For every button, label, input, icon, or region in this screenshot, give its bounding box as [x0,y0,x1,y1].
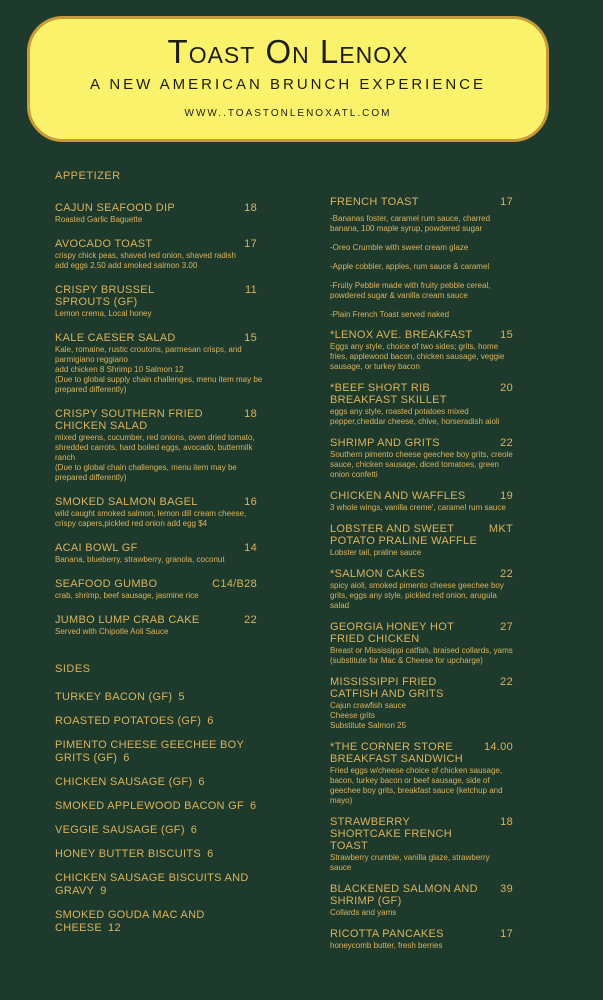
french-toast-option: -Plain French Toast served naked [330,310,450,319]
side-price: 6 [207,848,214,860]
item-description: eggs any style, roasted potatoes mixed pepper,cheddar cheese, chive, horseradish aioli [330,407,500,426]
french-toast-option: -Fruity Pebble made with fruity pebble cereal, powdered sugar & vanilla cream sauce [330,281,491,300]
item-description: Lemon crema, Local honey [55,309,152,318]
item-name: CRISPY SOUTHERN FRIED CHICKEN SALAD [55,408,203,432]
item-description: Banana, blueberry, strawberry, granola, coconut [55,555,225,564]
menu-item-shrimp-and-grits [330,437,513,480]
item-description: Southern pimento cheese geechee boy grits, creole sauce, chicken sausage, diced tomatoes, green onion confetti [330,450,513,479]
french-toast-option: -Bananas foster, caramel rum sauce, charred banana, 100 maple syrup, powdered sugar [330,214,491,233]
menu-item-ricotta-pancakes [330,928,513,951]
menu-item-georgia-honey-hot-fried-chicken [330,621,513,666]
side-price: 6 [123,752,130,764]
side-item-veggie-sausage-gf [55,824,260,837]
menu-item-jumbo-lump-crab-cake [55,614,280,637]
right-column [330,196,513,961]
item-price: 14.00 [483,741,513,753]
side-name: CHICKEN SAUSAGE (GF) [55,776,193,788]
item-description: Collards and yams [330,908,397,917]
item-price: 22 [500,568,513,580]
item-name: STRAWBERRY SHORTCAKE FRENCH TOAST [330,816,452,852]
left-column [55,170,280,946]
item-name: SEAFOOD GUMBO [55,578,158,590]
side-item-smoked-applewood-bacon-gf [55,800,260,813]
item-price: 15 [500,329,513,341]
side-item-pimento-cheese-geechee-boy-grits-gf [55,739,260,765]
item-price: 17 [500,196,513,208]
item-name: CAJUN SEAFOOD DIP [55,202,176,214]
side-name: SMOKED APPLEWOOD BACON GF [55,800,245,812]
menu-item-crispy-southern-fried-chicken-salad [55,408,280,483]
menu-item-acai-bowl-gf [55,542,280,565]
item-description: spicy aioli, smoked pimento cheese geechee boy grits, eggs any style, pickled red onion, arugula salad [330,581,504,610]
item-name: GEORGIA HONEY HOT FRIED CHICKEN [330,621,454,645]
website-url[interactable]: WWW..TOASTONLENOXATL.COM [184,108,392,119]
side-item-roasted-potatoes-gf [55,715,260,728]
side-price: 5 [178,691,185,703]
menu-item-lenox-ave-breakfast [330,329,513,372]
item-name: MISSISSIPPI FRIED CATFISH AND GRITS [330,676,444,700]
side-name: HONEY BUTTER BISCUITS [55,848,202,860]
side-price: 6 [207,715,214,727]
item-price: 18 [500,816,513,828]
side-price: 6 [198,776,205,788]
menu-item-cajun-seafood-dip [55,202,280,225]
item-name: SHRIMP AND GRITS [330,437,440,449]
item-name: ACAI BOWL GF [55,542,138,554]
item-price: 14 [244,542,257,554]
menu-item-french-toast [330,196,513,208]
menu-item-smoked-salmon-bagel [55,496,280,529]
sides-list [55,691,280,935]
item-description: crab, shrimp, beef sausage, jasmine rice [55,591,199,600]
item-description: Eggs any style, choice of two sides; grits, home fries, applewood bacon, chicken sausage, veggie sausage, or turkey bacon [330,342,505,371]
item-description: Breast or Mississippi catfish, braised collards, yams (substitute for Mac & Cheese for upcharge) [330,646,513,665]
sides-section [55,663,280,935]
item-price: 20 [500,382,513,394]
menu-item-mississippi-fried-catfish-and-grits [330,676,513,731]
item-price: 22 [244,614,257,626]
item-name: *THE CORNER STORE BREAKFAST SANDWICH [330,741,463,765]
item-name: CRISPY BRUSSEL SPROUTS (GF) [55,284,154,308]
french-toast-option: -Apple cobbler, apples, rum sauce & caramel [330,262,490,271]
item-name: SMOKED SALMON BAGEL [55,496,198,508]
header-banner [27,16,549,142]
side-price: 12 [108,922,121,934]
side-name: PIMENTO CHEESE GEECHEE BOY GRITS (GF) [55,739,244,764]
menu-item-chicken-and-waffles [330,490,513,513]
menu-item-strawberry-shortcake-french-toast [330,816,513,873]
item-description: Fried eggs w/cheese choice of chicken sausage, bacon, turkey bacon or beef sausage, side of geechee boy grits, breakfast sauce (ketchup and mayo) [330,766,503,805]
french-toast-option: -Oreo Crumble with sweet cream glaze [330,243,469,252]
appetizer-list [55,202,280,637]
menu-item-blackened-salmon-and-shrimp-gf [330,883,513,918]
item-description: Served with Chipotle Aoli Sauce [55,627,169,636]
side-name: CHICKEN SAUSAGE BISCUITS AND GRAVY [55,872,249,897]
item-price: 39 [500,883,513,895]
item-name: JUMBO LUMP CRAB CAKE [55,614,200,626]
item-name: AVOCADO TOAST [55,238,153,250]
item-description: Roasted Garlic Baguette [55,215,143,224]
item-description: Cajun crawfish sauce Cheese grits Substitute Salmon 25 [330,701,407,730]
item-description: crispy chick peas, shaved red onion, shaved radish add eggs 2.50 add smoked salmon 3.00 [55,251,236,270]
item-price: C14/B28 [212,578,257,590]
menu-item-kale-caeser-salad [55,332,280,395]
item-name: BLACKENED SALMON AND SHRIMP (GF) [330,883,478,907]
sides-heading: SIDES [55,663,91,675]
item-price: 18 [244,408,257,420]
item-description: Lobster tail, praline sauce [330,548,422,557]
side-price: 6 [250,800,257,812]
appetizer-heading: APPETIZER [55,170,121,182]
item-description: mixed greens, cucumber, red onions, oven dried tomato, shredded carrots, hard boiled eggs, avocado, buttermilk ranch (Due to global chain challenges, menu item may be prepared differently) [55,433,255,482]
menu-item-beef-short-rib-breakfast-skillet [330,382,513,427]
item-price: 22 [500,437,513,449]
item-price: 22 [500,676,513,688]
french-toast-options [330,214,513,320]
item-name: *BEEF SHORT RIB BREAKFAST SKILLET [330,382,447,406]
item-description: Kale, romaine, rustic croutons, parmesan crisps, and parmigiano reggiano add chicken 8 Shrimp 10 Salmon 12 (Due to global supply chain challenges, menu item may be prepared differently) [55,345,263,394]
item-name: LOBSTER AND SWEET POTATO PRALINE WAFFLE [330,523,478,547]
side-item-smoked-gouda-mac-and-cheese [55,909,260,935]
side-item-turkey-bacon-gf [55,691,260,704]
item-price: 17 [244,238,257,250]
side-item-chicken-sausage-gf [55,776,260,789]
side-name: TURKEY BACON (GF) [55,691,173,703]
restaurant-subtitle: A NEW AMERICAN BRUNCH EXPERIENCE [89,76,487,93]
item-description: Strawberry crumble, vanilla glaze, strawberry sauce [330,853,490,872]
menu-item-seafood-gumbo [55,578,280,601]
side-item-chicken-sausage-biscuits-and-gravy [55,872,260,898]
item-name: FRENCH TOAST [330,196,419,208]
item-price: MKT [488,523,513,535]
item-price: 15 [244,332,257,344]
item-price: 18 [244,202,257,214]
item-name: *LENOX AVE. BREAKFAST [330,329,473,341]
mains-list [330,329,513,951]
item-name: RICOTTA PANCAKES [330,928,444,940]
item-description: wild caught smoked salmon, lemon dill cream cheese, crispy capers,pickled red onion add egg $4 [55,509,247,528]
item-description: honeycomb butter, fresh berries [330,941,443,950]
menu-item-the-corner-store-breakfast-sandwich [330,741,513,806]
side-price: 9 [100,885,107,897]
side-name: SMOKED GOUDA MAC AND CHEESE [55,909,205,934]
menu-item-crispy-brussel-sprouts-gf [55,284,280,319]
side-price: 6 [190,824,198,836]
item-price: 19 [500,490,513,502]
menu-item-lobster-and-sweet-potato-praline-waffle [330,523,513,558]
side-item-honey-butter-biscuits [55,848,260,861]
side-name: ROASTED POTATOES (GF) [55,715,202,727]
item-name: *SALMON CAKES [330,568,425,580]
restaurant-title: Toast On Lenox [167,33,409,70]
item-description: 3 whole wings, vanilla creme', caramel rum sauce [330,503,506,512]
menu-item-salmon-cakes [330,568,513,611]
item-name: CHICKEN AND WAFFLES [330,490,466,502]
menu-item-avocado-toast [55,238,280,271]
item-name: KALE CAESER SALAD [55,332,176,344]
item-price: 17 [500,928,513,940]
item-price: 11 [244,284,257,296]
item-price: 16 [244,496,257,508]
item-price: 27 [500,621,513,633]
side-name: VEGGIE SAUSAGE (GF) [55,824,185,836]
